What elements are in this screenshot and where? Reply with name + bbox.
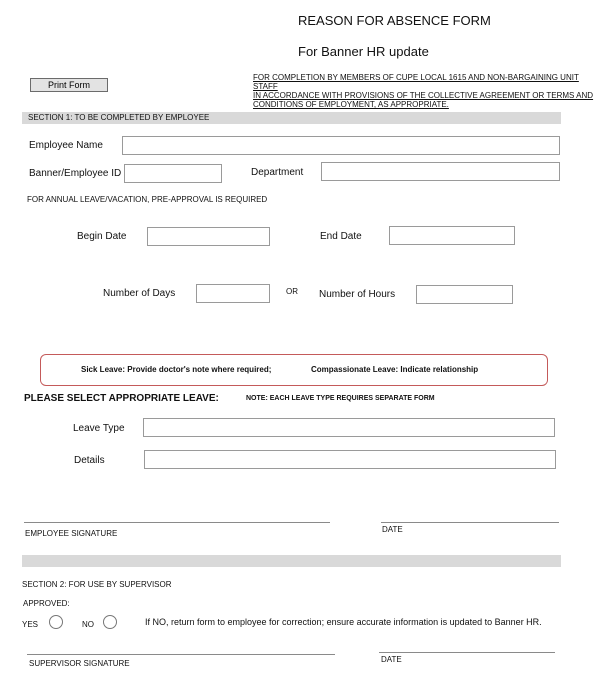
approved-yes-radio[interactable] [49,615,63,629]
approved-label: APPROVED: [23,599,70,608]
details-field[interactable] [144,450,556,469]
separate-form-note: NOTE: EACH LEAVE TYPE REQUIRES SEPARATE FORM [246,395,435,402]
leave-type-field[interactable] [143,418,555,437]
supervisor-date-line[interactable] [379,652,555,653]
employee-signature-label: EMPLOYEE SIGNATURE [25,529,118,538]
number-of-hours-label: Number of Hours [319,289,396,300]
yes-label: YES [22,620,39,629]
notice-line: IN ACCORDANCE WITH PROVISIONS OF THE COLLECTIVE AGREEMENT OR TERMS AND [253,91,594,100]
end-date-label: End Date [320,231,362,242]
number-of-hours-field[interactable] [416,285,513,304]
employee-date-line[interactable] [381,522,559,523]
section2-heading: SECTION 2: FOR USE BY SUPERVISOR [22,580,172,589]
annual-leave-note: FOR ANNUAL LEAVE/VACATION, PRE-APPROVAL IS REQUIRED [27,195,268,204]
supervisor-instruction: If NO, return form to employee for correction; ensure accurate information is updated to Banner HR. [145,617,542,627]
details-label: Details [74,455,105,466]
notice-line: CONDITIONS OF EMPLOYMENT, AS APPROPRIATE. [253,100,449,109]
employee-id-label: Banner/Employee ID [29,168,122,179]
begin-date-label: Begin Date [77,231,127,242]
print-form-button[interactable]: Print Form [30,78,108,92]
compassionate-leave-note: Compassionate Leave: Indicate relationship [311,365,479,374]
section1-heading: SECTION 1: TO BE COMPLETED BY EMPLOYEE [28,113,210,122]
end-date-field[interactable] [389,226,515,245]
department-field[interactable] [321,162,560,181]
employee-name-field[interactable] [122,136,560,155]
employee-id-field[interactable] [124,164,222,183]
number-of-days-label: Number of Days [103,288,176,299]
employee-signature-line[interactable] [24,522,330,523]
supervisor-signature-line[interactable] [27,654,335,655]
no-label: NO [82,620,94,629]
leave-notice-box [40,354,548,386]
number-of-days-field[interactable] [196,284,270,303]
notice-line: FOR COMPLETION BY MEMBERS OF CUPE LOCAL 1615 AND NON-BARGAINING UNIT STAFF [253,73,579,91]
form-subtitle: For Banner HR update [298,44,429,59]
supervisor-date-label: DATE [381,655,402,664]
or-label: OR [286,287,298,296]
sick-leave-note: Sick Leave: Provide doctor's note where required; [81,365,272,374]
supervisor-signature-label: SUPERVISOR SIGNATURE [29,659,130,668]
section2-band [22,555,561,567]
begin-date-field[interactable] [147,227,270,246]
employee-name-label: Employee Name [29,140,103,151]
leave-type-label: Leave Type [73,423,125,434]
approved-no-radio[interactable] [103,615,117,629]
department-label: Department [251,167,304,178]
select-leave-heading: PLEASE SELECT APPROPRIATE LEAVE: [24,393,219,404]
employee-date-label: DATE [382,525,403,534]
eligibility-notice [253,73,600,109]
form-title: REASON FOR ABSENCE FORM [298,13,491,28]
